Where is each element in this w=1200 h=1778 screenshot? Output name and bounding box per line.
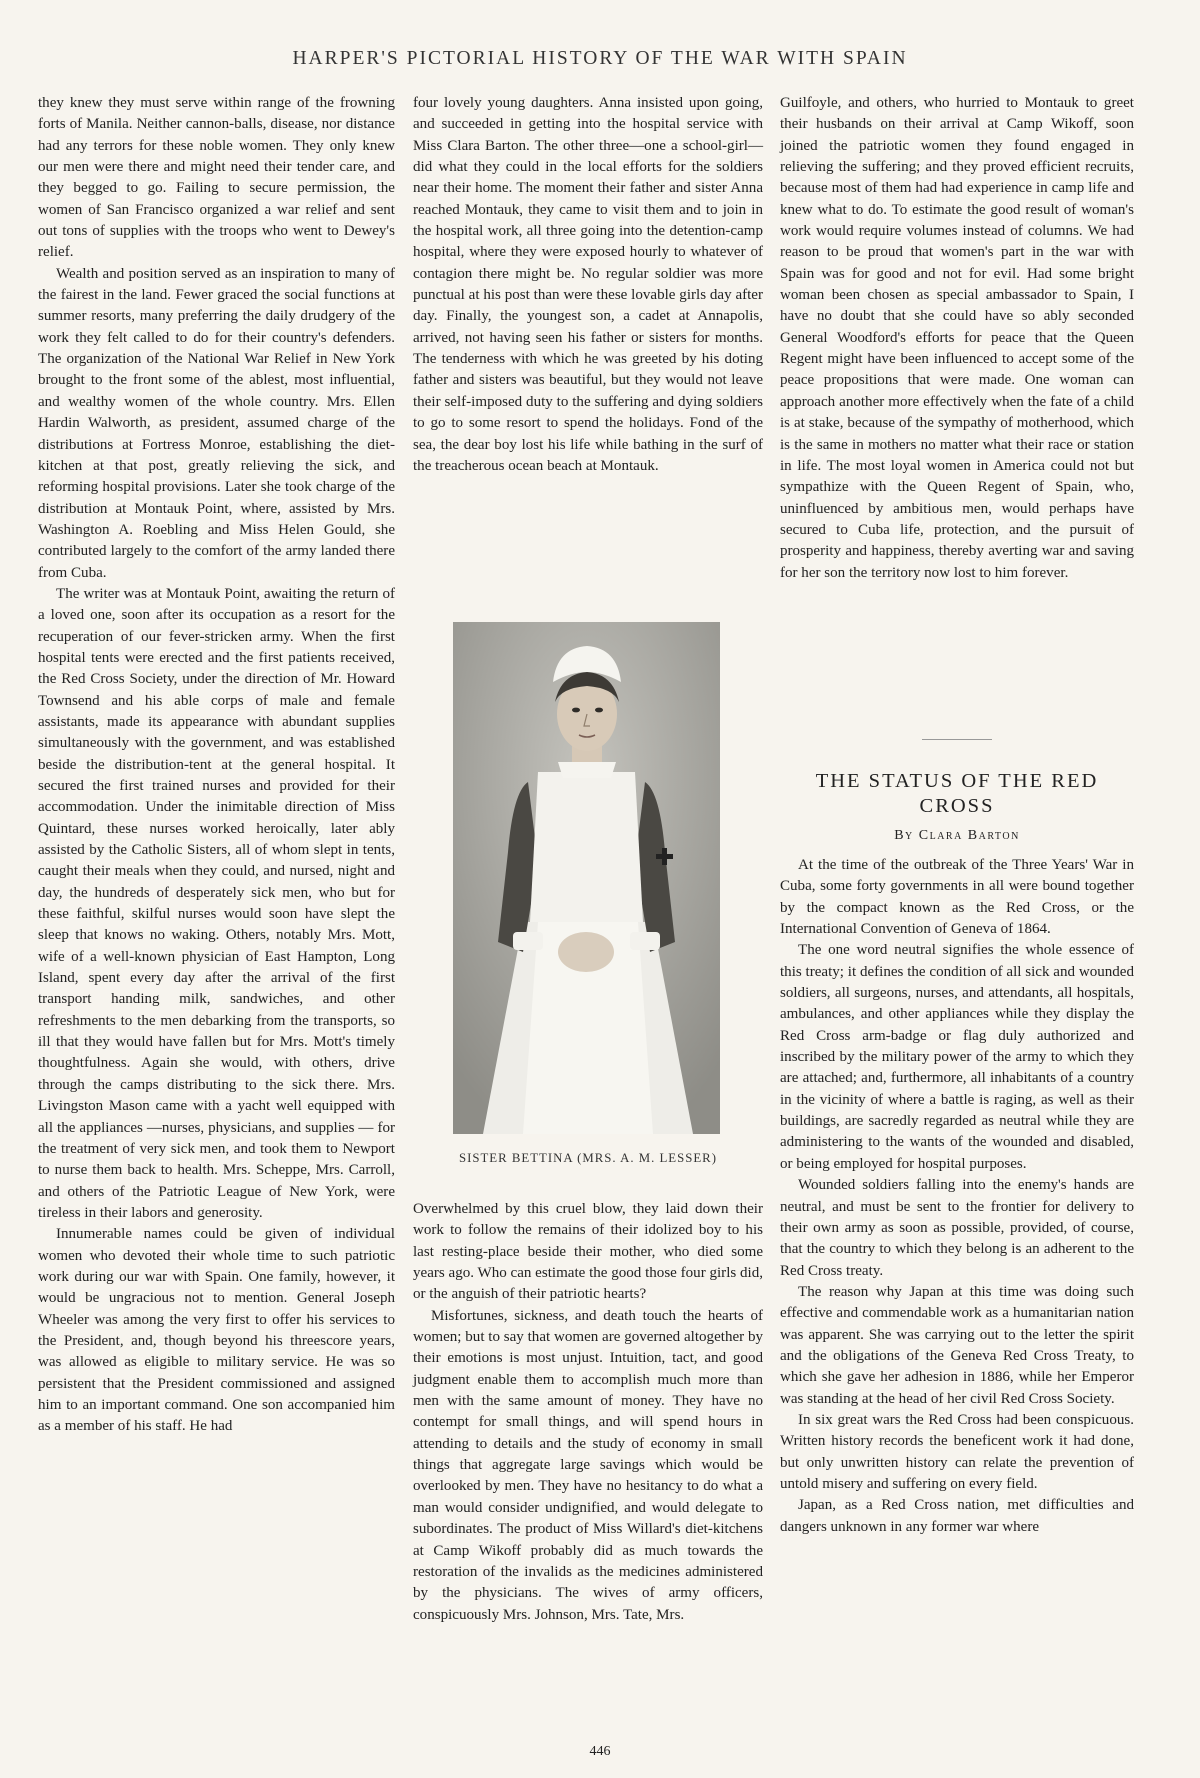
paragraph: they knew they must serve within range of the frowning forts of Manila. Neither cannon-balls, disease, nor distance had any terrors for these noble women. They only knew our men were there and might need their tender care, and they begged to go. Failing to secure permission, the women of San Francisco organized a war relief and sent out tons of supplies with the troops who went to Dewey's relief.: [38, 95, 395, 261]
paragraph: Wounded soldiers falling into the enemy's hands are neutral, and must be sent to the frontier for delivery to their own army as soon as possible, provided, of course, that the country to which they belong is an adherent to the Red Cross treaty.: [780, 1177, 1134, 1279]
paragraph: Overwhelmed by this cruel blow, they laid down their work to follow the remains of their idolized boy to his last resting-place beside their mother, who died some years ago. Who can estimate the good those four girls did, or the anguish of their patriotic hearts?: [413, 1201, 763, 1303]
paragraph: four lovely young daughters. Anna insisted upon going, and succeeded in getting into the hospital service with Miss Clara Barton. The other three—one a school-girl—did what they could in the local efforts for the soldiers near their home. The moment their father and sister Anna reached Montauk, they came to visit them and to join in the hospital work, all three going into the detention-camp hospital, where they were exposed hourly to whatever of contagion there might be. No regular soldier was more punctual at his post than were these lovable girls day after day. Finally, the youngest son, a cadet at Annapolis, arrived, not having seen his father or sisters for months. The tenderness with which he was greeted by his doting father and sisters was beautiful, but they would not leave their self-imposed duty to the suffering and dying soldiers to go to some resort to spend the holidays. Fond of the sea, the dear boy lost his life while bathing in the surf of the treacherous ocean beach at Montauk.: [413, 95, 763, 474]
running-head: HARPER'S PICTORIAL HISTORY OF THE WAR WITH SPAIN: [292, 48, 908, 69]
paragraph: The one word neutral signifies the whole essence of this treaty; it defines the condition of all sick and wounded soldiers, all surgeons, nurses, and attendants, all hospitals, ambulances, and other appliances while they display the Red Cross arm-badge or flag duly authorized and inscribed by the military power of the army to which they are attached; and, furthermore, all inhabitants of a country in the vicinity of where a battle is raging, as well as their buildings, are sacredly regarded as neutral while they are administering to the wants of the wounded and disabled, or being employed for hospital purposes.: [780, 942, 1134, 1172]
section-divider: [922, 739, 992, 740]
paragraph: Wealth and position served as an inspiration to many of the fairest in the land. Fewer graced the social functions at summer resorts, many preferring the daily drudgery of the work they felt called to do for their country's defenders. The organization of the National War Relief in New York brought to the front some of the ablest, most influential, and wealthy women of the whole country. Mrs. Ellen Hardin Walworth, as president, assumed charge of the distributions at Fortress Monroe, establishing the diet-kitchen at that post, greatly relieving the sick, and reforming hospital provisions. Later she took charge of the distribution at Montauk Point, where, assisted by Mrs. Washington A. Roebling and Miss Helen Gould, she contributed largely to the comfort of the army landed there from Cuba.: [38, 265, 395, 581]
paragraph: Misfortunes, sickness, and death touch the hearts of women; but to say that women are governed altogether by their emotions is most unjust. Intuition, tact, and good judgment enable them to accomplish much more than men with the same amount of money. They have no contempt for small things, and will spend hours in attending to details and the study of economy in small things that aggregate large savings which would be overlooked by men. They have no hesitancy to do what a man would consider undignified, and would delegate to subordinates. The product of Miss Willard's diet-kitchens at Camp Wikoff probably did as much towards the restoration of the invalids as the medicines administered by the physicians. The wives of army officers, conspicuously Mrs. Johnson, Mrs. Tate, Mrs.: [413, 1307, 763, 1623]
page-number: 446: [589, 1744, 611, 1759]
column-left: [38, 93, 395, 1438]
paragraph: Guilfoyle, and others, who hurried to Montauk to greet their husbands on their arrival at Camp Wikoff, soon joined the patriotic women they found engaged in relieving the suffering; and they proved efficient recruits, because most of them had had experience in camp life and knew what to do. To estimate the good result of woman's work would require volumes instead of columns. We had reason to be proud that women's part in the war with Spain was for good and not for evil. Had some bright woman been chosen as special ambassador to Spain, I have no doubt that she could have so ably seconded General Woodford's efforts for peace that the Queen Regent might have been influenced to accept some of the peace propositions that were made. One woman can approach another more effectively when the fate of a child is at stake, because of the sympathy of motherhood, which is the same in mothers no matter what their race or station in life. The most loyal women in America could not but sympathize with the Queen Regent of Spain, who, uninfluenced by ambitious men, would perhaps have secured to Cuba life, protection, and the pursuit of prosperity and happiness, thereby averting war and saving for her son the territory now lost to him forever.: [780, 95, 1134, 581]
column-right-upper: [780, 93, 1134, 584]
article-byline: By Clara Barton: [894, 828, 1020, 843]
article-title: THE STATUS OF THE RED CROSS: [815, 770, 1099, 817]
figure-caption: SISTER BETTINA (MRS. A. M. LESSER): [459, 1151, 717, 1165]
paragraph: The writer was at Montauk Point, awaiting the return of a loved one, soon after its occupation as a resort for the recuperation of our fever-stricken army. When the first hospital tents were erected and the first patients received, the Red Cross Society, under the direction of Mr. Howard Townsend and his able corps of male and female assistants, made its appearance with abundant supplies simultaneously with the government, and was established beside the distribution-tent at the general hospital. It secured the first trained nurses and provided for their accommodation. Under the inimitable direction of Miss Quintard, these nurses worked heroically, later ably assisted by the Catholic Sisters, all of whom slept in tents, caught their meals when they could, and nursed, night and day, the hundreds of desperately sick men, who but for these faithful, skilful nurses would soon have slept the sleep that knows no waking. Others, notably Mrs. Mott, wife of a well-known physician of East Hampton, Long Island, spent every day after the arrival of the first transport handing milk, sandwiches, and other refreshments to the men debarking from the transports, so ill that they would have fallen but for Mrs. Mott's timely thoughtfulness. Again she would, with others, drive through the camps distributing to the sick there. Mrs. Livingston Mason came with a yacht well equipped with all the appliances —nurses, physicians, and supplies — for the treatment of very sick men, and took them to Newport to nurse them back to health. Mrs. Scheppe, Mrs. Carroll, and others of the Patriotic League of New York, were tireless in their labors and generosity.: [38, 585, 395, 1221]
paragraph: The reason why Japan at this time was doing such effective and commendable work as a humanitarian nation was apparent. She was carrying out to the letter the spirit and the obligations of the Geneva Red Cross Treaty, to which she gave her adhesion in 1886, while her Emperor was standing at the head of her civil Red Cross Society.: [780, 1283, 1134, 1407]
paragraph: At the time of the outbreak of the Three Years' War in Cuba, some forty governments in all were bound together by the compact known as the Red Cross, or the International Convention of Geneva of 1864.: [780, 857, 1134, 938]
nurse-portrait-illustration: [453, 622, 720, 1134]
column-middle-lower: [413, 1199, 763, 1626]
paragraph: In six great wars the Red Cross had been conspicuous. Written history records the beneficent work it had done, but only unwritten history can relate the prevention of untold misery and suffering on every field.: [780, 1411, 1134, 1492]
paragraph: Japan, as a Red Cross nation, met difficulties and dangers unknown in any former war where: [780, 1497, 1134, 1535]
column-middle-upper: [413, 93, 763, 477]
paragraph: Innumerable names could be given of individual women who devoted their whole time to such patriotic work during our war with Spain. One family, however, it would be ungracious not to mention. General Joseph Wheeler was among the very first to offer his services to the President, and, though beyond his threescore years, was allowed as eligible to military service. He was so persistent that the President commissioned and assigned him to an important command. One son accompanied him as a member of his staff. He had: [38, 1226, 395, 1435]
column-right-lower: [780, 855, 1134, 1538]
portrait-photo: [453, 622, 720, 1134]
